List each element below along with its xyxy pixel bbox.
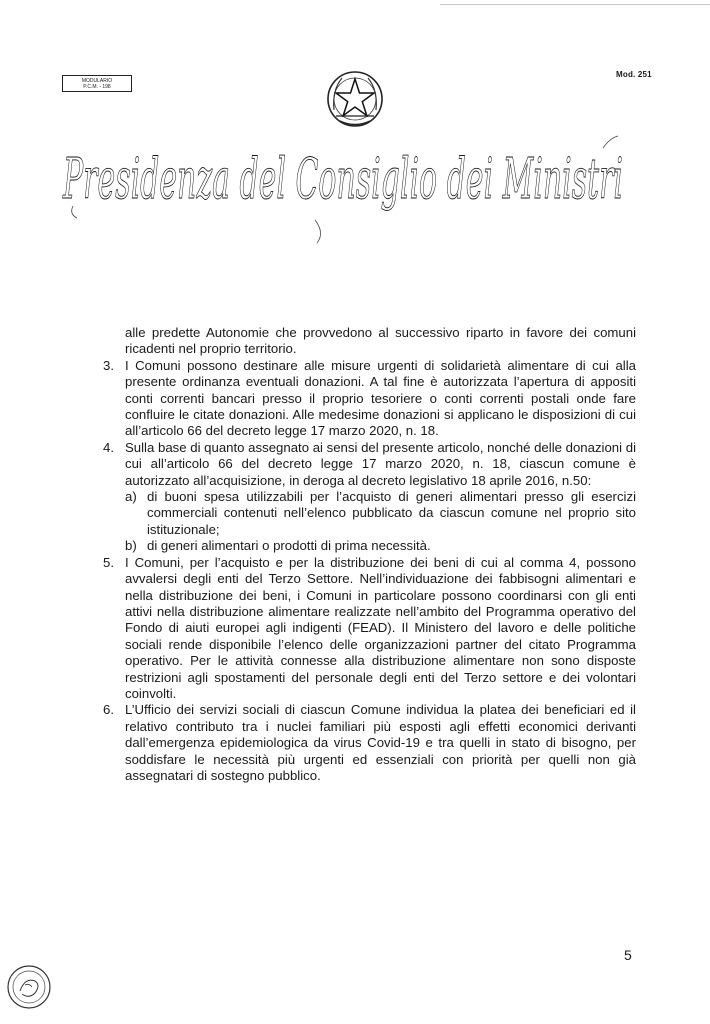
letterhead-heading-text: Presidenza del Consiglio dei Ministri	[62, 147, 623, 212]
modulario-line-2: P.C.M. - 198	[83, 84, 111, 90]
paragraph-3	[103, 358, 636, 440]
paragraph-5	[103, 555, 636, 703]
paragraph-number: 3.	[103, 357, 114, 373]
subitem-text: di buoni spesa utilizzabili per l’acquisto di generi alimentari presso gli esercizi commerciali contenuti nell’elenco pubblicato da ciascun comune nel proprio sito istituzionale;	[147, 489, 636, 537]
modulario-box	[62, 75, 132, 92]
modulario-line-1: MODULARIO	[81, 78, 113, 84]
page-number: 5	[624, 947, 632, 963]
subitem-letter: a)	[125, 489, 137, 505]
paragraph-number: 5.	[103, 554, 114, 570]
top-rule	[440, 4, 710, 5]
paragraph-text: L’Ufficio dei servizi sociali di ciascun Comune individua la platea dei beneficiari ed il relativo contributo tra i nuclei familiari più esposti agli effetti economici derivanti dall’emergenza epidemiologica da virus Covid-19 e tra quelli in stato di bisogno, per soddisfare le necessità più urgenti ed essenziali con priorità per quelli non già assegnatari di sostegno pubblico.	[125, 702, 636, 783]
subitem-letter: b)	[125, 538, 137, 554]
paragraph-text: I Comuni, per l’acquisto e per la distribuzione dei beni di cui al comma 4, possono avvalersi degli enti del Terzo Settore. Nell’individuazione dei fabbisogni alimentari e nella distribuzione dei beni, i Comuni in particolare possono coordinarsi con gli enti attivi nella distribuzione alimentare realizzate nell’ambito del Programma operativo del Fondo di aiuti europei agli indigenti (FEAD). Il Ministero del lavoro e delle politiche sociali rende disponibile l’elenco delle organizzazioni partner del citato Programma operativo. Per le attività connesse alla distribuzione alimentare non sono disposte restrizioni agli spostamenti del personale degli enti del Terzo settore e dei volontari coinvolti.	[125, 554, 636, 701]
form-code: Mod. 251	[616, 70, 652, 79]
paragraph-text: I Comuni possono destinare alle misure urgenti di solidarietà alimentare di cui alla presente ordinanza eventuali donazioni. A tal fine è autorizzata l’apertura di appositi conti correnti bancari presso il proprio tesoriere o conti correnti postali onde fare confluire le citate donazioni. Alle medesime donazioni si applicano le disposizioni di cui all’articolo 66 del decreto legge 17 marzo 2020, n. 18.	[125, 357, 636, 439]
seal-stamp-icon	[5, 963, 53, 1011]
subitem-b	[103, 538, 636, 554]
paragraph-number: 6.	[103, 702, 114, 718]
paragraph-number: 4.	[103, 439, 114, 455]
document-body	[103, 325, 636, 784]
subitem-text: di generi alimentari o prodotti di prima necessità.	[147, 538, 431, 554]
continuation-paragraph: alle predette Autonomie che provvedono al successivo riparto in favore dei comuni ricadenti nel proprio territorio.	[125, 325, 636, 357]
paragraph-text: Sulla base di quanto assegnato ai sensi del presente articolo, nonché delle donazioni di cui all’articolo 66 del decreto legge 17 marzo 2020, n. 18, ciascun comune è autorizzato all’acquisizione, in deroga al decreto legislativo 18 aprile 2016, n.50:	[125, 439, 637, 488]
letterhead-heading	[55, 128, 655, 248]
subitem-a	[103, 489, 636, 538]
paragraph-6	[103, 702, 636, 784]
paragraph-4	[103, 440, 636, 489]
italian-emblem-icon	[322, 66, 388, 132]
